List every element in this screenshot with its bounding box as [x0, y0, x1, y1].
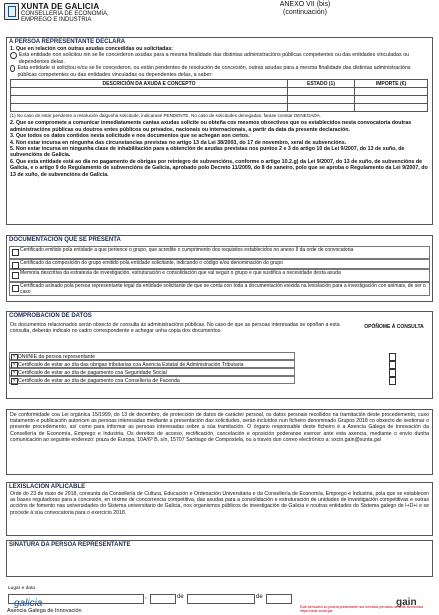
declaration-item-4: 4. Non estar incursa en ningunha das circunstancias previstas no artigo 13 da Lei 38/2003, do 17 de novembro, xeral de subvencións. [10, 139, 347, 146]
data-check-intro: Os documentos relacionados serán obxecto de consulta ás administracións públicas. No caso de que as persoas interesadas se opoñan a esta consulta, deberán indicalo no cadro correspondente e achegar unha copia dos documentos. [10, 322, 340, 335]
consult-checkbox[interactable]: × [12, 354, 16, 360]
consult-item: × Certificado de estar ao día de pagamento coa Seguridade Social [9, 368, 295, 376]
signature-section [6, 540, 433, 577]
footer-agency: Axencia Galega de Innovación [7, 608, 82, 614]
oppose-checkbox[interactable] [389, 377, 397, 385]
month-field[interactable] [187, 594, 255, 604]
day-field[interactable] [150, 594, 176, 604]
doc-item[interactable]: Certificado da composición do grupo emitido pola entidade solicitante, indicando o código e/ou denominación do grupo [9, 259, 430, 269]
place-date-label: Lugar e data [8, 586, 35, 591]
doc-checkbox[interactable] [12, 272, 19, 279]
galicia-logo: galicia [14, 598, 43, 609]
doc-checkbox[interactable] [12, 285, 19, 292]
doc-item[interactable]: Certificado asinado pola persoa representante legal da entidade solicitante de que se conta con toda a documentación exixida na lexislación para a investigación con animais, de ser o caso [9, 282, 430, 296]
declaration-item-5: 5. Non estar incursa en ningunha clase de inhabilitación para a obtención de axudas previstas nos puntos 2 e 3 do artigo 10 da Lei 9/2007, do 13 de xuño, de subvencións de Galicia. [10, 146, 405, 159]
legislation-text: Orde do 23 de maio de 2018, conxunta da Consellería de Cultura, Educación e Ordenación Universitaria e da Consellería de Economía, Emprego e Industria, pola que se establecen as bases reguladoras para a concesión, en réxime de concorrencia competitiva, das axudas para a consolidación e estruturación de unidades de investigación competitivas e outras accións de fomento nas universidades do Sistema universitario de Galicia, nos organismos públicos de investigación de Galicia e noutras entidades do Sistema galego de I+D+i e se procede á súa convocatoria para o exercicio 2018. [10, 491, 429, 516]
doc-item[interactable]: Certificado emitido pola entidade a que pertence o grupo, que acredite o cumprimento dos requisitos establecidos no anexo II da orde de convocatoria [9, 246, 430, 259]
doc-checkbox[interactable] [12, 249, 19, 256]
privacy-section [6, 409, 433, 475]
year-field[interactable] [266, 594, 292, 604]
oppose-checkbox[interactable] [389, 361, 397, 369]
data-check-section [6, 311, 433, 399]
signature-title: SINATURA DA PERSOA REPRESENTANTE [9, 542, 131, 548]
aid-table-row[interactable] [11, 104, 428, 112]
aid-option-yes[interactable]: Esta entidade si solicitou e/ou se lle concederon, ou están pendentes de resolución de concesión, outras axudas para a mesma finalidade das distintas administracións públicas competentes ou das entidades vinculadas ou dependentes delas, a saber: [7, 65, 432, 78]
declaration-item-6: 6. Que esta entidade está ao día no pagamento de obrigas por reintegro de subvencións, conforme o artigo 10.2.g) da Lei 9/2007, do 13 de xuño, de subvencións de Galicia, e o artigo 9 do Regulamento de subvencións de Galicia, aprobado polo Decreto 11/2009, do 8 de xaneiro, polo que se aproba o Regulamento da Lei 9/2007, do 13 de xuño, de subvencións de Galicia. [10, 158, 428, 178]
consult-item: × Certificado de estar ao día das obrigas tributarias coa Axencia Estatal de Administración Tributaria [9, 360, 295, 368]
col-status: ESTADO (1) [288, 80, 355, 88]
radio-none[interactable] [10, 52, 17, 59]
oppose-checkbox[interactable] [389, 353, 397, 361]
consult-checkbox[interactable]: × [12, 378, 16, 384]
documentation-title: DOCUMENTACIÓN QUE SE PRESENTA [9, 237, 121, 243]
consult-item: × Certificado de estar ao día de pagamento coa Consellería de Facenda [9, 376, 295, 384]
col-amount: IMPORTE (€) [355, 80, 428, 88]
annex-continuation: (continuación) [283, 9, 327, 16]
org-name: XUNTA DE GALICIA [21, 2, 100, 11]
declaration-item-2: 2. Que se compromete a comunicar inmediatamente cantas axudas solicite ou obteña cos mesmos obxectivos que os establecidos nesta convocatoria doutras administracións públicas ou doutros entes públicos ou privados, nacionais ou internacionais, a partir da data da presente declaración. [10, 120, 412, 133]
declaration-title: A PERSOA REPRESENTANTE DECLARA [9, 39, 126, 45]
consult-checkbox[interactable]: × [12, 362, 16, 368]
oppose-header: OPÓÑOME Á CONSULTA [364, 324, 424, 330]
doc-item[interactable]: Memoria descritiva da estratexia de investigación, estruturación e consolidación que vai seguir o grupo e que xustifica a necesidade desta axuda [9, 269, 430, 282]
org-department: CONSELLERÍA DE ECONOMÍA, EMPREGO E INDUSTRIA [21, 11, 109, 24]
xunta-logo-icon [4, 3, 19, 20]
doc-checkbox[interactable] [12, 262, 19, 269]
declaration-section [6, 37, 433, 225]
legislation-title: LEXISLACIÓN APLICABLE [9, 484, 86, 490]
aid-table-row[interactable] [11, 96, 428, 104]
col-description: DESCRICIÓN DA AXUDA E CONCEPTO [11, 80, 288, 88]
aid-table-row[interactable] [11, 88, 428, 96]
data-check-title: COMPROBACIÓN DE DATOS [9, 313, 92, 319]
declaration-item-3: 3. Que todos os datos contidos nesta solicitude e nos documentos que se achegan son certos. [10, 133, 250, 140]
radio-yes[interactable] [10, 65, 15, 72]
aid-table-note: (1) No caso de estar pendente a resolución dalgunha solicitude, indicarase PENDENTE. No caso de solicitudes denegadas, farase constar DENEGADA. [10, 113, 322, 119]
legislation-section [6, 482, 433, 536]
oppose-checkbox[interactable] [389, 369, 397, 377]
aid-option-none[interactable]: Esta entidade non solicitou nin se lle concederon axudas para a mesma finalidade das distintas administracións públicas competentes ou das entidades vinculadas ou dependentes delas. [7, 52, 432, 65]
documentation-section [6, 235, 433, 302]
privacy-text: De conformidade coa Lei orgánica 15/1999, do 13 de decembro, de protección de datos de carácter persoal, os datos persoais recollidos na tramitación deste procedemento, cuxo tratamento e publicación autoricen as persoas interesadas mediante a presentación das solicitudes, serán incluídos nun ficheiro denominado Grupos 2018 co obxecto de xestionar o presente procedemento, así como para informar as persoas interesadas sobre a súa tramitación. O órgano responsable deste ficheiro é a Axencia Galega de Innovación da Consellería de Economía, Emprego e Industria. Os dereitos de acceso, rectificación, cancelación e oposición poderanse exercer ante esta axencia, mediante o envío dunha comunicación ao seguinte enderezo: praza de Europa, 10A/6º B, s/n, 15707 Santiago de Compostela, ou a través dun correo electrónico a: sxcin.gain@xunta.gal [10, 412, 429, 443]
declaration-item-1: 1. Que en relación con outras axudas concedidas ou solicitadas: [10, 46, 174, 52]
consult-checkbox[interactable]: × [12, 370, 16, 376]
gain-logo: gain [396, 597, 417, 608]
aid-table [10, 79, 428, 112]
annex-title: ANEXO VII (bis) [279, 1, 331, 8]
consult-item: × DNI/NIE da persoa representante [9, 352, 295, 360]
electronic-seal-note: Este formulario só poderá presentarse nos formatos previstos na sede electrónica https://sede.xunta.gal [300, 605, 424, 614]
